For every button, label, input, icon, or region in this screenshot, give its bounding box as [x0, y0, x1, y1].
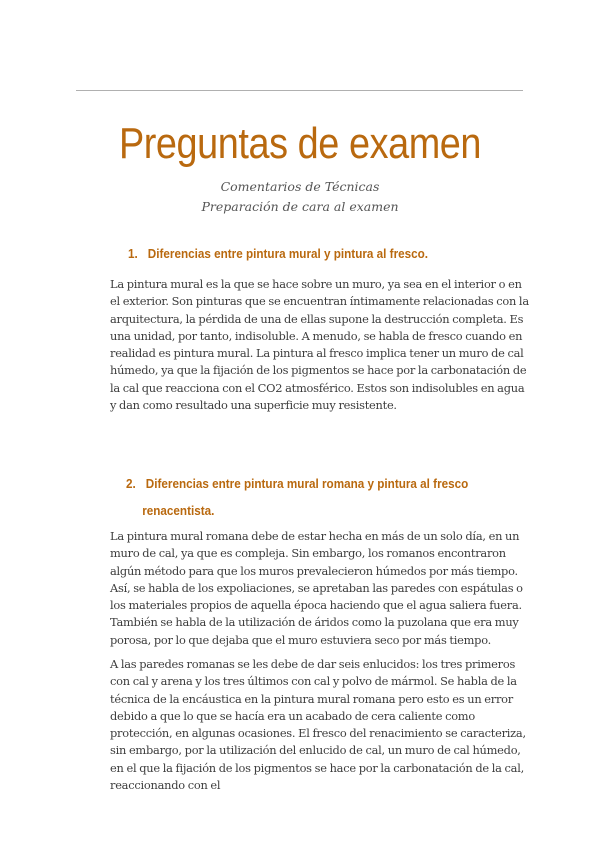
section-2-paragraph-2: A las paredes romanas se les debe de dar seis enlucidos: los tres primeros con cal y arena y los tres últimos con cal y polvo de mármol. Se habla de la técnica de la encáustica en la pintura mural romana pero esto es un error debido a que lo que se hacía era un acabado de cera caliente como protección, en algunas ocasiones. El fresco del renacimiento se caracteriza, sin embargo, por la utilización del enlucido de cal, un muro de cal húmedo, en el que la fijación de los pigmentos se hace por la carbonatación de la cal, reaccionando con el	[110, 657, 526, 793]
section-2-heading-line-2: renacentista.	[142, 503, 215, 518]
page-title: Preguntas de examen	[118, 119, 482, 168]
section-2-heading	[126, 470, 504, 524]
subtitle-line-2: Preparación de cara al examen	[201, 199, 399, 214]
section-2-paragraph-1: La pintura mural romana debe de estar hecha en más de un solo día, en un muro de cal, ya que es compleja. Sin embargo, los romanos encontraron algún método para que los muros prevalecieron húmedos por más tiempo. Así, se habla de los expoliaciones, se apretaban las paredes con espátulas o los materiales propios de aquella época haciendo que el agua saliera fuera. También se habla de la utilización de áridos como la puzolana que era muy porosa, por lo que dejaba que el muro estuviera seco por más tiempo.	[110, 529, 523, 647]
section-1-heading-text: Diferencias entre pintura mural y pintura al fresco.	[147, 246, 429, 261]
section-1-number: 1.	[128, 246, 138, 261]
section-1-heading	[128, 246, 428, 261]
top-divider	[76, 90, 523, 91]
section-2-number: 2.	[126, 476, 136, 491]
section-2-heading-line-1: Diferencias entre pintura mural romana y pintura al fresco	[145, 476, 469, 491]
section-1-paragraph-1: La pintura mural es la que se hace sobre un muro, ya sea en el interior o en el exterior. Son pinturas que se encuentran íntimamente relacionadas con la arquitectura, la pérdida de una de ellas supone la destrucción completa. Es una unidad, por tanto, indisoluble. A menudo, se habla de fresco cuando en realidad es pintura mural. La pintura al fresco implica tener un muro de cal húmedo, ya que la fijación de los pigmentos se hace por la carbonatación de la cal que reacciona con el CO2 atmosférico. Estos son indisolubles en agua y dan como resultado una superficie muy resistente.	[110, 277, 529, 413]
subtitle-line-1: Comentarios de Técnicas	[220, 179, 380, 194]
